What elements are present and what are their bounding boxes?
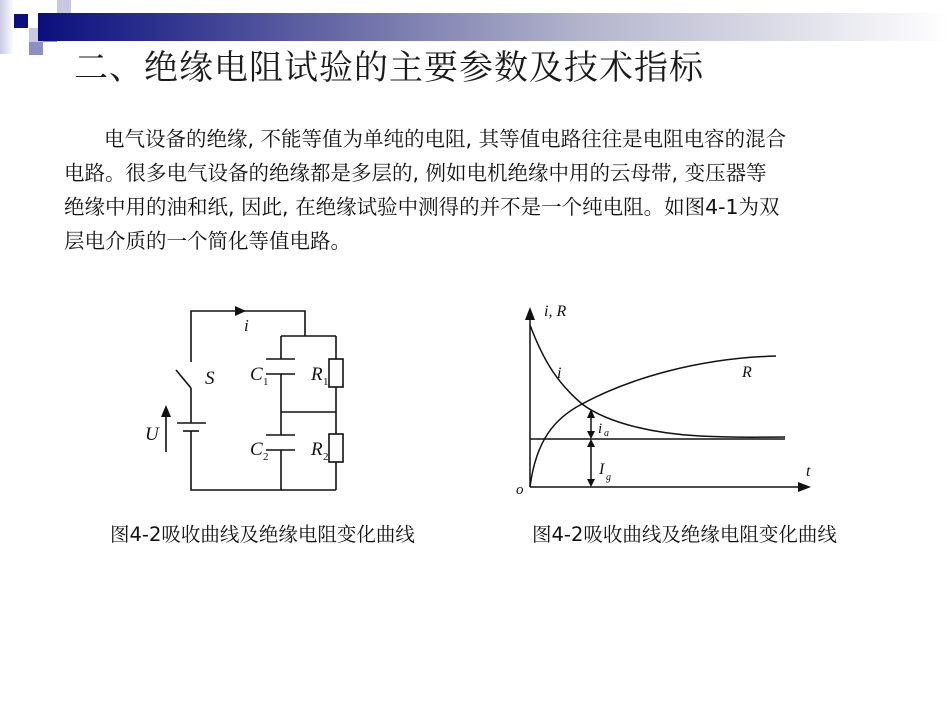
voltage-arrow-icon	[161, 405, 171, 417]
circuit-diagram	[130, 290, 370, 505]
x-axis-arrow-icon	[798, 482, 811, 492]
c1-label: C	[250, 364, 263, 385]
paragraph-line: 绝缘中用的油和纸, 因此, 在绝缘试验中测得的并不是一个纯电阻。如图4-1为双	[64, 195, 780, 219]
deco-square	[29, 42, 43, 55]
curve-i	[530, 325, 785, 437]
current-label: i	[244, 316, 249, 335]
page-title: 二、绝缘电阻试验的主要参数及技术指标	[74, 48, 704, 88]
deco-square	[0, 0, 14, 54]
origin-label: o	[516, 482, 524, 498]
r2-subscript: 2	[323, 451, 329, 463]
absorption-curve-graph	[505, 295, 825, 505]
paragraph-line: 电路。很多电气设备的绝缘都是多层的, 例如电机绝缘中用的云母带, 变压器等	[64, 161, 767, 185]
curve-R	[530, 356, 776, 487]
c1-subscript: 1	[263, 376, 269, 388]
voltage-label: U	[145, 424, 159, 445]
graph-caption: 图4-2吸收曲线及绝缘电阻变化曲线	[532, 523, 837, 546]
ig-subscript: g	[606, 472, 611, 483]
r1-resistor	[329, 359, 343, 387]
r2-resistor	[329, 434, 343, 462]
curve-i-label: i	[557, 365, 562, 382]
body-paragraph	[64, 122, 904, 258]
ia-label: i	[598, 421, 603, 437]
c2-label: C	[250, 439, 263, 460]
circuit-caption: 图4-2吸收曲线及绝缘电阻变化曲线	[110, 523, 415, 546]
y-axis-arrow-icon	[525, 307, 535, 320]
r2-label: R	[311, 439, 323, 460]
title-gradient-bar	[38, 13, 950, 41]
ia-subscript: a	[604, 428, 609, 439]
ia-arrow-down-icon	[587, 431, 595, 439]
ig-arrow-down-icon	[587, 479, 595, 487]
ia-arrow-up-icon	[587, 409, 595, 418]
ig-arrow-up-icon	[587, 439, 595, 447]
switch-blade	[176, 370, 191, 388]
y-axis-label: i, R	[544, 303, 567, 320]
r1-label: R	[311, 364, 323, 385]
r1-subscript: 1	[323, 376, 329, 388]
x-axis-label: t	[806, 463, 811, 480]
switch-label: S	[205, 368, 215, 389]
current-arrow-icon	[235, 306, 246, 316]
c2-subscript: 2	[263, 451, 269, 463]
paragraph-line: 层电介质的一个简化等值电路。	[64, 229, 351, 253]
curve-R-label: R	[742, 364, 752, 381]
ig-label: I	[599, 461, 605, 478]
paragraph-line: 电气设备的绝缘, 不能等值为单纯的电阻, 其等值电路往往是电阻电容的混合	[104, 127, 787, 151]
deco-square	[14, 14, 28, 28]
deco-square	[57, 0, 71, 14]
